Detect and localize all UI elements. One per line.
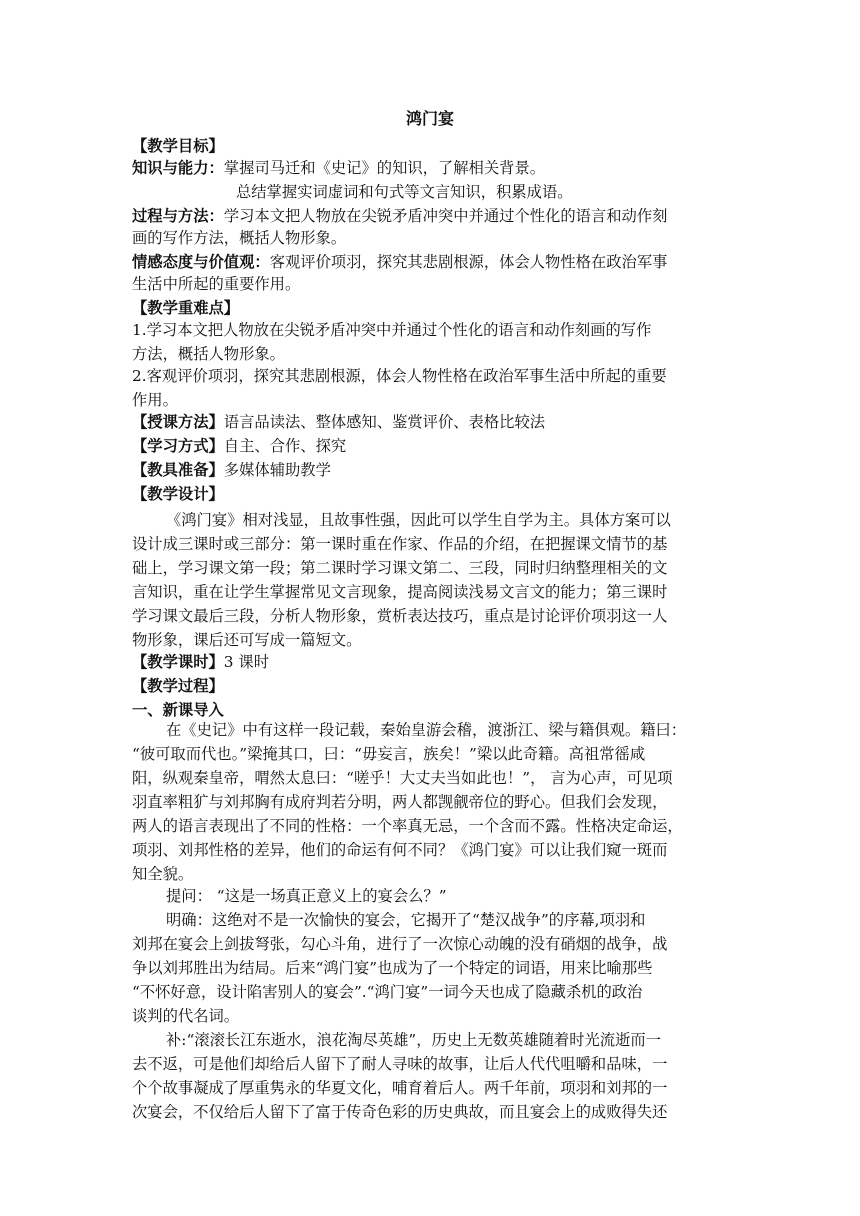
section-heading: 【教具准备】 — [132, 461, 224, 479]
text-line — [132, 556, 667, 580]
text-line — [132, 272, 300, 296]
text-line — [236, 180, 573, 204]
line-text: 补:“滚滚长江东逝水，浪花淘尽英雄”，历史上无数英雄随着时光流逝而一 — [166, 1031, 661, 1049]
text-line — [132, 134, 224, 158]
text-line — [132, 482, 224, 506]
text-line — [132, 388, 178, 412]
text-line — [132, 226, 346, 250]
line-text: 个个故事凝成了厚重隽永的华夏文化，哺育着后人。两千年前，项羽和刘邦的一 — [132, 1079, 668, 1097]
line-text: 项羽、刘邦性格的差异，他们的命运有何不同？《鸿门宴》可以让我们窥一斑而 — [132, 841, 668, 859]
line-text: 1.学习本文把人物放在尖锐矛盾冲突中并通过个性化的语言和动作刻画的写作 — [132, 321, 652, 339]
line-text: 础上，学习课文第一段；第二课时学习课文第二、三段，同时归纳整理相关的文 — [132, 559, 668, 577]
line-text: “彼可取而代也。”梁掩其口，曰：“毋妄言，族矣！”梁以此奇籍。高祖常徭咸 — [132, 745, 646, 763]
text-line — [132, 814, 683, 838]
line-text: 提问： “这是一场真正意义上的宴会么？” — [166, 887, 447, 905]
section-heading: 过程与方法： — [132, 207, 224, 225]
line-text: 画的写作方法，概括人物形象。 — [132, 229, 347, 247]
section-heading: 一、新课导入 — [132, 701, 224, 719]
line-text: 争以刘邦胜出为结局。后来“鸿门宴”也成为了一个特定的词语，用来比喻那些 — [132, 959, 653, 977]
text-line — [132, 862, 193, 886]
text-line — [132, 604, 667, 628]
text-line — [132, 532, 667, 556]
line-text: 次宴会，不仅给后人留下了富于传奇色彩的历史典故，而且宴会上的成败得失还 — [132, 1103, 668, 1121]
line-text: 谈判的代名词。 — [132, 1007, 240, 1025]
text-line — [132, 790, 667, 814]
section-heading: 【教学过程】 — [132, 677, 224, 695]
section-heading: 【教学目标】 — [132, 137, 224, 155]
text-line — [132, 580, 667, 604]
text-line — [132, 342, 285, 366]
text-line — [166, 884, 447, 908]
text-line — [132, 932, 667, 956]
text-line — [132, 1076, 667, 1100]
text-line — [132, 364, 667, 388]
line-text: 2.客观评价项羽，探究其悲剧根源，体会人物性格在政治军事生活中所起的重要 — [132, 367, 667, 385]
section-heading: 知识与能力： — [132, 159, 224, 177]
line-text: 方法，概括人物形象。 — [132, 345, 285, 363]
text-line — [132, 410, 545, 434]
line-text: 《鸿门宴》相对浅显，且故事性强，因此可以学生自学为主。具体方案可以 — [166, 511, 671, 529]
text-line — [132, 434, 346, 458]
text-line — [166, 908, 645, 932]
text-line — [132, 318, 651, 342]
line-text: 在《史记》中有这样一段记载，秦始皇游会稽，渡浙江、梁与籍俱观。籍曰： — [166, 721, 687, 739]
text-line — [132, 1004, 239, 1028]
line-text: 明确：这绝对不是一次愉快的宴会，它揭开了“楚汉战争”的序幕,项羽和 — [166, 911, 646, 929]
text-line — [166, 508, 671, 532]
line-text: 刘邦在宴会上剑拔弩张，勾心斗角，进行了一次惊心动魄的没有硝烟的战争，战 — [132, 935, 668, 953]
line-text: 学习课文最后三段，分析人物形象，赏析表达技巧，重点是讨论评价项羽这一人 — [132, 607, 668, 625]
line-text: 学习本文把人物放在尖锐矛盾冲突中并通过个性化的语言和动作刻 — [223, 207, 668, 225]
section-heading: 【授课方法】 — [132, 413, 224, 431]
text-line — [132, 838, 667, 862]
line-text: 阳，纵观秦皇帝，喟然太息曰：“嗟乎！大丈夫当如此也！”， 言为心声，可见项 — [132, 769, 673, 787]
line-text: 言知识，重在让学生掌握常见文言现象，提高阅读浅易文言文的能力；第三课时 — [132, 583, 668, 601]
text-line — [132, 250, 667, 274]
section-heading: 【学习方式】 — [132, 437, 224, 455]
text-line — [132, 458, 331, 482]
text-line — [132, 156, 545, 180]
text-line — [132, 1100, 667, 1124]
line-text: 羽直率粗犷与刘邦胸有成府判若分明，两人都觊觎帝位的野心。但我们会发现， — [132, 793, 668, 811]
text-line — [132, 628, 361, 652]
text-line — [166, 718, 686, 742]
line-text: 客观评价项羽，探究其悲剧根源，体会人物性格在政治军事 — [269, 253, 668, 271]
line-text: 去不返，可是他们却给后人留下了耐人寻味的故事，让后人代代咀嚼和品味，一 — [132, 1055, 668, 1073]
line-text: 物形象，课后还可写成一篇短文。 — [132, 631, 362, 649]
document-title: 鸿门宴 — [405, 109, 454, 128]
line-text: 知全貌。 — [132, 865, 194, 883]
section-heading: 【教学重难点】 — [132, 299, 240, 317]
line-text: 两人的语言表现出了不同的性格：一个率真无忌，一个含而不露。性格决定命运， — [132, 817, 683, 835]
line-text: 掌握司马迁和《史记》的知识，了解相关背景。 — [223, 159, 546, 177]
section-heading: 【教学设计】 — [132, 485, 224, 503]
line-text: 生活中所起的重要作用。 — [132, 275, 301, 293]
line-text: 多媒体辅助教学 — [223, 461, 331, 479]
text-line — [132, 956, 652, 980]
text-line — [132, 650, 269, 674]
section-heading: 情感态度与价值观： — [132, 253, 270, 271]
text-line — [132, 766, 673, 790]
text-line — [132, 674, 224, 698]
text-line — [132, 1052, 667, 1076]
text-line — [132, 296, 239, 320]
line-text: 设计成三课时或三部分：第一课时重在作家、作品的介绍，在把握课文情节的基 — [132, 535, 668, 553]
line-text: 3 课时 — [223, 653, 269, 671]
section-heading: 【教学课时】 — [132, 653, 224, 671]
text-line — [132, 980, 642, 1004]
text-line — [132, 742, 645, 766]
line-text: 总结掌握实词虚词和句式等文言知识，积累成语。 — [236, 183, 573, 201]
line-text: 自主、合作、探究 — [223, 437, 347, 455]
line-text: 语言品读法、整体感知、鉴赏评价、表格比较法 — [223, 413, 546, 431]
text-line — [132, 204, 667, 228]
text-line — [166, 1028, 661, 1052]
line-text: 作用。 — [132, 391, 178, 409]
line-text: “不怀好意，设计陷害别人的宴会”.“鸿门宴”一词今天也成了隐藏杀机的政治 — [132, 983, 643, 1001]
